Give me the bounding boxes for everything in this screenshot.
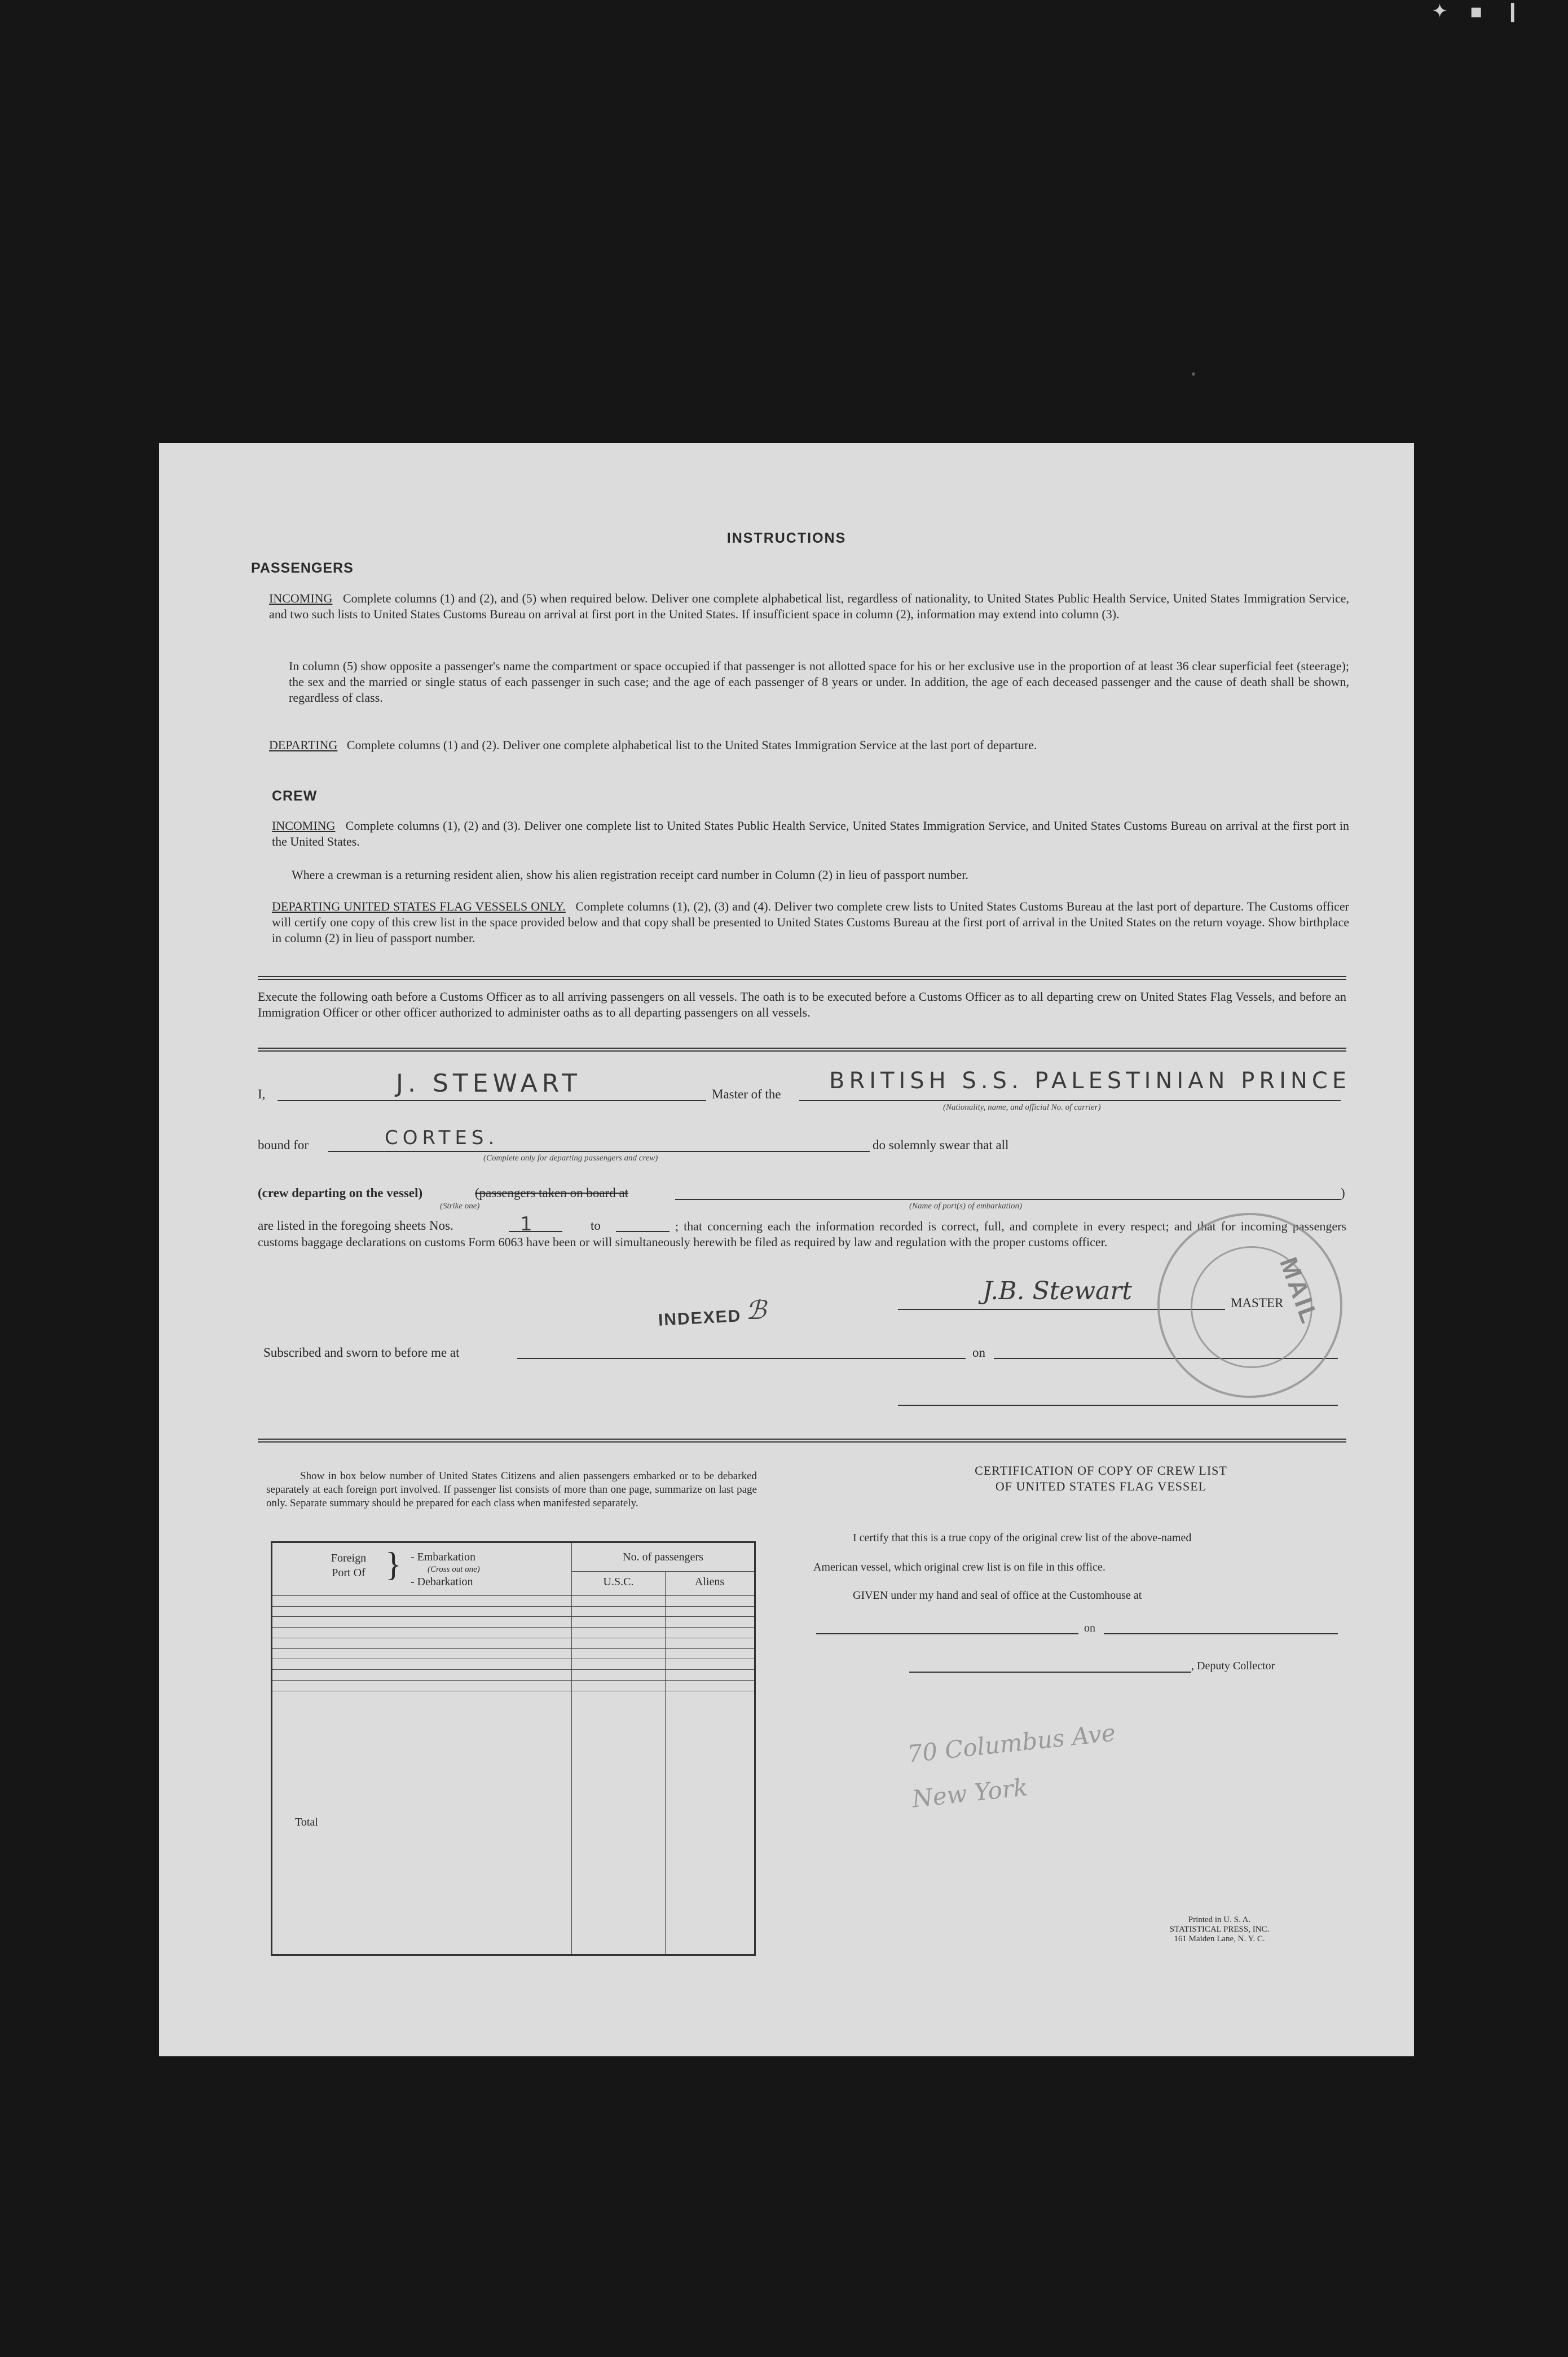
crew-departing-text: Complete columns (1), (2), (3) and (4). Deliver two complete crew lists to United States Customs Bureau at the last port of departure. The Customs officer will certify one copy of this crew list in the space provided below and that copy shall be presented to United States Customs Bureau at the first port of arrival in the United States on the return voyage. Show birthplace in column (2) in lieu of passport number. bbox=[272, 899, 1350, 945]
summary-total-row[interactable] bbox=[272, 1691, 755, 1955]
summary-row[interactable] bbox=[272, 1617, 755, 1628]
embarkation-option[interactable]: - Embarkation bbox=[411, 1551, 475, 1563]
summary-instructions: Show in box below number of United States Citizens and alien passengers embarked or to be debarked separately at each foreign port involved. If passenger list consists of more than one page, summarize on last page only. Separate summary should be prepared for each class when manifested separately. bbox=[266, 1470, 757, 1509]
passengers-incoming-paragraph bbox=[269, 591, 1349, 622]
summary-row[interactable] bbox=[272, 1638, 755, 1648]
crew-incoming-paragraph bbox=[272, 818, 1349, 850]
crew-incoming-text: Complete columns (1), (2) and (3). Deliver one complete list to United States Public Health Service, United States Immigration Service, and United States Customs Bureau on arrival at the first port in the United States. bbox=[272, 819, 1350, 848]
divider bbox=[258, 1048, 1346, 1049]
master-label: MASTER bbox=[1231, 1296, 1284, 1310]
master-of-label: Master of the bbox=[712, 1087, 781, 1101]
master-signature: J.B. Stewart bbox=[983, 1277, 1132, 1305]
passengers-incoming-text: Complete columns (1) and (2), and (5) when required below. Deliver one complete alphabetical list, regardless of nationality, to United States Public Health Service, United States Immigration Service, and two such lists to United States Customs Bureau on arrival at first port in the United States. If insufficient space in column (2), information may extend into column (3). bbox=[269, 591, 1350, 621]
sworn-place-field[interactable] bbox=[517, 1358, 966, 1359]
bound-for-label: bound for bbox=[258, 1138, 309, 1152]
summary-row[interactable] bbox=[272, 1648, 755, 1659]
passengers-departing-paragraph bbox=[269, 737, 1349, 753]
to-label: to bbox=[591, 1219, 601, 1233]
brace-icon: } bbox=[385, 1546, 402, 1583]
passengers-departing-label: DEPARTING bbox=[269, 738, 338, 752]
strike-caption: (Strike one) bbox=[440, 1202, 480, 1211]
officer-signature-field[interactable] bbox=[898, 1405, 1338, 1406]
sheet-from-handwritten: 1 bbox=[520, 1213, 537, 1235]
crew-departing-paragraph bbox=[272, 899, 1349, 946]
passengers-count-header bbox=[572, 1542, 755, 1596]
master-name-field[interactable] bbox=[278, 1100, 706, 1101]
vessel-caption: (Nationality, name, and official No. of carrier) bbox=[943, 1103, 1101, 1112]
given-text: GIVEN under my hand and seal of office at the Customhouse at bbox=[853, 1589, 1142, 1602]
divider bbox=[258, 1439, 1346, 1440]
summary-row[interactable] bbox=[272, 1596, 755, 1607]
ports-caption: (Name of port(s) of embarkation) bbox=[909, 1202, 1022, 1211]
indexed-stamp: INDEXED bbox=[658, 1307, 742, 1330]
printer-line1: Printed in U. S. A. bbox=[1188, 1915, 1251, 1924]
subscribed-text: Subscribed and sworn to before me at bbox=[263, 1345, 460, 1360]
crew-departing-label: DEPARTING UNITED STATES FLAG VESSELS ONLY. bbox=[272, 899, 566, 913]
printer-line3: 161 Maiden Lane, N. Y. C. bbox=[1174, 1934, 1265, 1943]
sheets-text: are listed in the foregoing sheets Nos. bbox=[258, 1219, 453, 1233]
passengers-departing-text: Complete columns (1) and (2). Deliver one complete alphabetical list to the United States Immigration Service at the last port of departure. bbox=[346, 738, 1037, 752]
debarkation-option[interactable]: - Debarkation bbox=[411, 1576, 473, 1588]
bound-caption: (Complete only for departing passengers and crew) bbox=[483, 1154, 658, 1163]
foreign-port-header bbox=[272, 1542, 572, 1596]
aliens-label: Aliens bbox=[694, 1576, 725, 1588]
summary-row[interactable] bbox=[272, 1628, 755, 1638]
printer-line2: STATISTICAL PRESS, INC. bbox=[1169, 1925, 1270, 1934]
close-paren: ) bbox=[1341, 1186, 1345, 1200]
embark-options bbox=[411, 1551, 480, 1588]
deputy-signature-field[interactable] bbox=[909, 1672, 1191, 1673]
passengers-heading: PASSENGERS bbox=[251, 560, 354, 576]
bound-for-field[interactable] bbox=[328, 1151, 870, 1152]
passengers-incoming-label: INCOMING bbox=[269, 591, 333, 605]
vessel-field[interactable] bbox=[799, 1100, 1341, 1101]
divider bbox=[258, 1441, 1346, 1443]
cert-on-label: on bbox=[1084, 1622, 1095, 1634]
crew-heading: CREW bbox=[272, 788, 318, 804]
certify-text-2: American vessel, which original crew list is on file in this office. bbox=[813, 1561, 1105, 1573]
certification-title-line1: CERTIFICATION OF COPY OF CREW LIST bbox=[975, 1463, 1227, 1477]
crew-incoming-label: INCOMING bbox=[272, 819, 336, 833]
sworn-on-label: on bbox=[972, 1345, 985, 1360]
deputy-label: , Deputy Collector bbox=[1191, 1660, 1275, 1672]
certify-text-1: I certify that this is a true copy of the original crew list of the above-named bbox=[853, 1532, 1192, 1544]
scan-corner-mark: ✦ ▪ ❙ bbox=[1432, 0, 1529, 23]
ports-field[interactable] bbox=[675, 1199, 1341, 1200]
column5-paragraph: In column (5) show opposite a passenger's name the compartment or space occupied if that passenger is not allotted space for his or her exclusive use in the proportion of at least 36 clear superficial feet (steerage); the sex and the married or single status of each passenger in such case; and the age of each passenger of 8 years or under. In addition, the age of each deceased passenger and the cause of death shall be shown, regardless of class. bbox=[289, 659, 1349, 705]
vessel-handwritten: BRITISH S.S. PALESTINIAN PRINCE bbox=[829, 1068, 1351, 1094]
summary-header-row bbox=[272, 1542, 755, 1596]
indexed-initials-icon: ℬ bbox=[746, 1296, 767, 1325]
crew-departing-option: (crew departing on the vessel) bbox=[258, 1186, 423, 1200]
foreign-port-label: Foreign Port Of bbox=[331, 1552, 367, 1579]
summary-row[interactable] bbox=[272, 1680, 755, 1691]
divider bbox=[258, 979, 1346, 980]
summary-row[interactable] bbox=[272, 1670, 755, 1681]
cross-out-caption: (Cross out one) bbox=[428, 1565, 480, 1574]
summary-row[interactable] bbox=[272, 1659, 755, 1670]
cert-date-field[interactable] bbox=[1104, 1633, 1338, 1634]
master-name-handwritten: J. STEWART bbox=[396, 1069, 582, 1098]
certification-title bbox=[904, 1463, 1298, 1494]
no-passengers-label: No. of passengers bbox=[623, 1551, 703, 1563]
postal-stamp bbox=[1157, 1213, 1342, 1398]
divider bbox=[258, 1050, 1346, 1052]
swear-text: do solemnly swear that all bbox=[873, 1138, 1009, 1152]
passengers-taken-option: (passengers taken on board at bbox=[475, 1186, 629, 1200]
sheets-text-continued: ; that concerning each the information recorded is correct, full, and complete in every respect; and that for incoming passengers customs baggage declarations on customs Form 6063 have been or will simultaneously herewith be filed as required by law and regulation with the proper customs officer. bbox=[258, 1219, 1346, 1249]
customhouse-field[interactable] bbox=[816, 1633, 1078, 1634]
summary-row[interactable] bbox=[272, 1606, 755, 1617]
certification-title-line2: OF UNITED STATES FLAG VESSEL bbox=[995, 1479, 1207, 1493]
stamp-mail-text: MAIL bbox=[1274, 1254, 1324, 1329]
bound-for-handwritten: CORTES. bbox=[385, 1127, 499, 1149]
total-label: Total bbox=[272, 1691, 572, 1955]
printer-imprint bbox=[1135, 1915, 1304, 1944]
pencil-address-note: 70 Columbus Ave New York bbox=[906, 1718, 1117, 1813]
margin-dot bbox=[1192, 372, 1195, 376]
divider bbox=[258, 976, 1346, 977]
form-sheet bbox=[159, 443, 1414, 2056]
oath-intro: Execute the following oath before a Customs Officer as to all arriving passengers on all vessels. The oath is to be executed before a Customs Officer as to all departing crew on United States Flag Vessels, and before an Immigration Officer or other officer authorized to administer oaths as to all departing passengers on all vessels. bbox=[258, 990, 1346, 1019]
oath-i-label: I, bbox=[258, 1087, 266, 1101]
passenger-summary-table bbox=[271, 1541, 756, 1956]
usc-label: U.S.C. bbox=[603, 1576, 634, 1588]
page-title: INSTRUCTIONS bbox=[726, 530, 847, 546]
crew-resident-paragraph: Where a crewman is a returning resident alien, show his alien registration receipt card number in Column (2) in lieu of passport number. bbox=[292, 868, 968, 882]
